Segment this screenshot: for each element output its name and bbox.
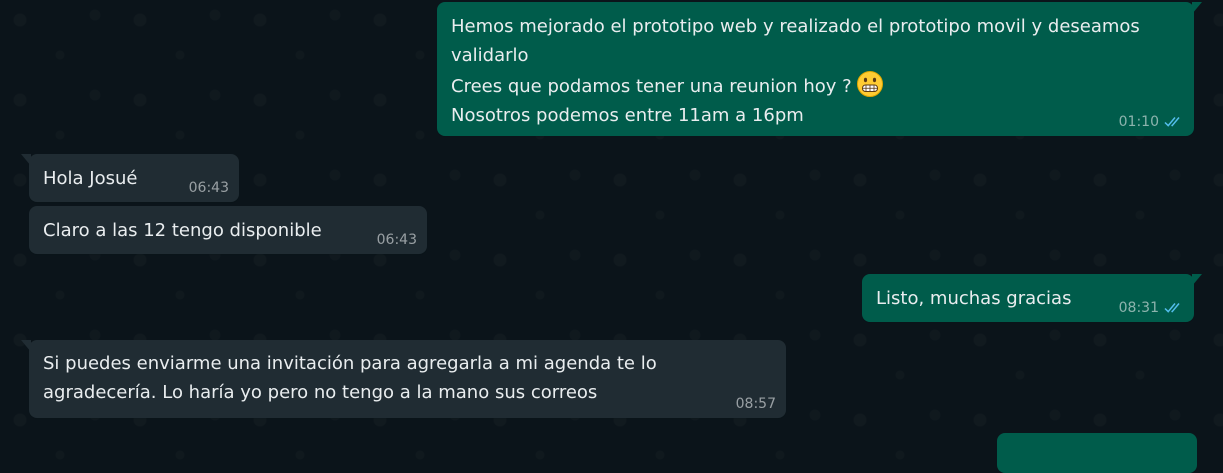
message-line: agradecería. Lo haría yo pero no tengo a la mano sus correos xyxy=(43,382,598,403)
message-time: 01:10 xyxy=(1118,114,1159,130)
incoming-message-bubble[interactable] xyxy=(29,206,427,254)
message-text xyxy=(451,12,1180,130)
message-text: Listo, muchas gracias xyxy=(876,288,1072,309)
message-meta xyxy=(189,180,229,196)
message-time: 08:31 xyxy=(1118,300,1159,316)
double-check-read-icon xyxy=(1164,116,1184,128)
message-time: 08:57 xyxy=(735,396,776,412)
message-time: 06:43 xyxy=(376,232,417,248)
message-meta xyxy=(1119,114,1184,130)
outgoing-message-bubble[interactable] xyxy=(862,274,1194,322)
message-text: Claro a las 12 tengo disponible xyxy=(43,220,322,241)
outgoing-message-bubble-partial[interactable] xyxy=(997,433,1197,473)
bubble-tail xyxy=(21,154,31,166)
message-time: 06:43 xyxy=(188,180,229,196)
message-line: Hemos mejorado el prototipo web y realizado el prototipo movil y deseamos xyxy=(451,16,1140,37)
bubble-tail xyxy=(1192,2,1202,14)
message-meta xyxy=(736,396,776,412)
message-line: Crees que podamos tener una reunion hoy ? xyxy=(451,76,852,97)
message-line: Si puedes enviarme una invitación para agregarla a mi agenda te lo xyxy=(43,353,657,374)
message-text: Hola Josué xyxy=(43,168,138,189)
double-check-read-icon xyxy=(1164,302,1184,314)
outgoing-message-bubble[interactable] xyxy=(437,2,1194,136)
message-meta xyxy=(377,232,417,248)
bubble-tail xyxy=(1192,274,1202,286)
message-text xyxy=(43,349,772,407)
bubble-tail xyxy=(21,340,31,352)
message-meta xyxy=(1119,300,1184,316)
incoming-message-bubble[interactable] xyxy=(29,340,786,418)
message-line: validarlo xyxy=(451,45,529,66)
incoming-message-bubble[interactable] xyxy=(29,154,239,202)
message-line: Nosotros podemos entre 11am a 16pm xyxy=(451,105,804,126)
grimacing-face-emoji-icon xyxy=(856,70,884,98)
